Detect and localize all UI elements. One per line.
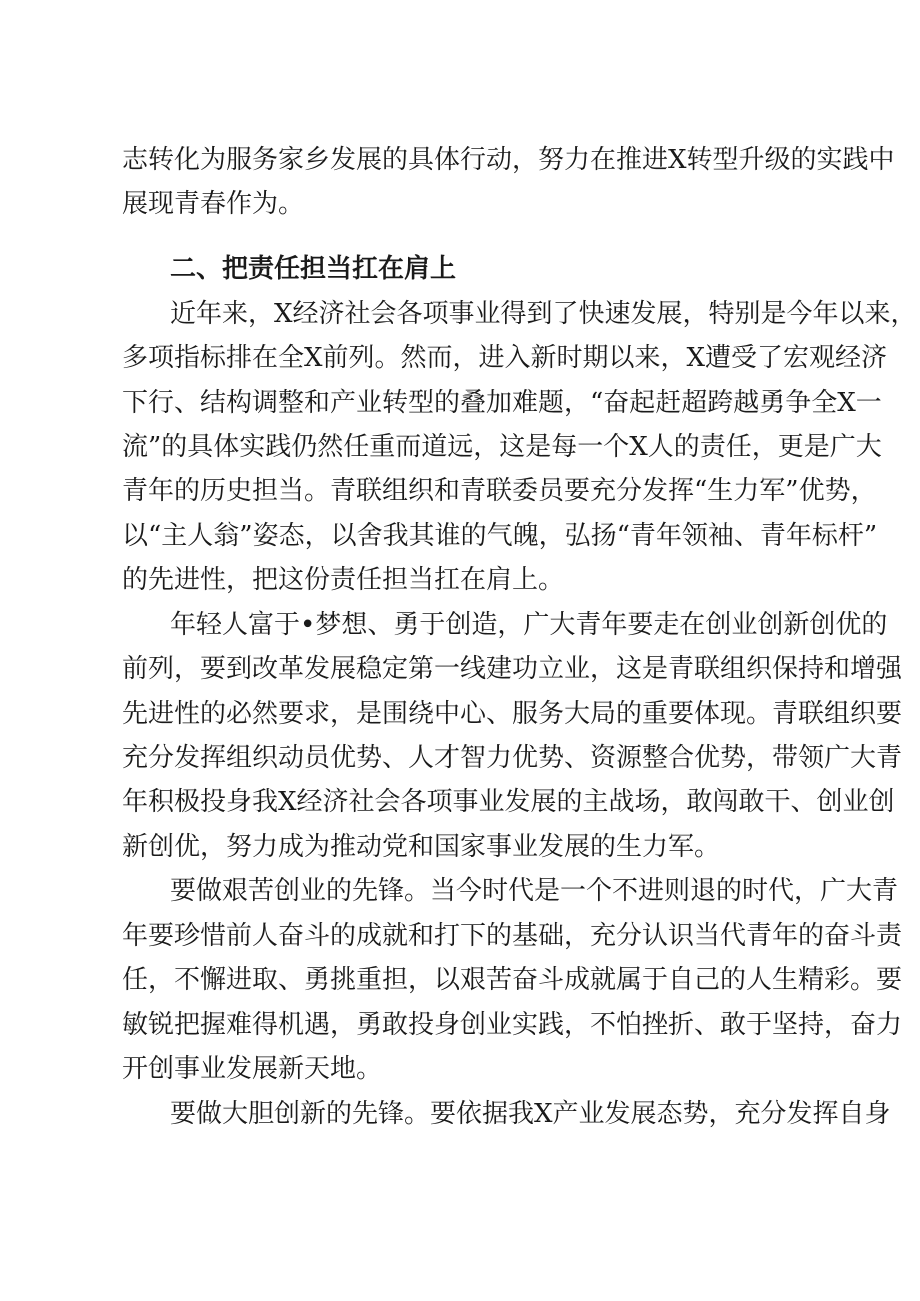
paragraph-line: 新创优，努力成为推动党和国家事业发展的生力军。 [122, 832, 721, 862]
paragraph-line: 下行、结构调整和产业转型的叠加难题，“奋起赶超跨越勇争全X一 [122, 388, 882, 418]
paragraph-line: 多项指标排在全X前列。然而，进入新时期以来，X遭受了宏观经济 [122, 343, 888, 373]
paragraph-line: 任，不懈进取、勇挑重担，以艰苦奋斗成就属于自己的人生精彩。要 [122, 965, 903, 995]
paragraph-line: 要做大胆创新的先锋。要依据我X产业发展态势，充分发挥自身 [170, 1099, 891, 1129]
paragraph-line: 志转化为服务家乡发展的具体行动，努力在推进X转型升级的实践中 [122, 145, 895, 175]
paragraph-line: 敏锐把握难得机遇，勇敢投身创业实践，不怕挫折、敢于坚持，奋力 [122, 1010, 903, 1040]
paragraph-line: 展现青春作为。 [122, 189, 305, 219]
paragraph-line: 流”的具体实践仍然任重而道远，这是每一个X人的责任，更是广大 [122, 432, 882, 462]
paragraph-line: 年积极投身我X经济社会各项事业发展的主战场，敢闯敢干、创业创 [122, 787, 895, 817]
paragraph-line: 前列，要到改革发展稳定第一线建功立业，这是青联组织保持和增强 [122, 654, 903, 684]
paragraph-line: 年轻人富于•梦想、勇于创造，广大青年要走在创业创新创优的 [170, 610, 888, 640]
paragraph-line: 充分发挥组织动员优势、人才智力优势、资源整合优势，带领广大青 [122, 743, 903, 773]
paragraph-line: 青年的历史担当。青联组织和青联委员要充分发挥“生力军”优势， [122, 476, 877, 506]
paragraph-line: 近年来，X经济社会各项事业得到了快速发展，特别是今年以来， [170, 299, 917, 329]
paragraph-line: 先进性的必然要求，是围绕中心、服务大局的重要体现。青联组织要 [122, 699, 903, 729]
paragraph-line: 以“主人翁”姿态，以舍我其谁的气魄，弘扬“青年领袖、青年标杆” [122, 521, 878, 551]
paragraph-line: 年要珍惜前人奋斗的成就和打下的基础，充分认识当代青年的奋斗责 [122, 921, 903, 951]
section-heading: 二、把责任担当扛在肩上 [170, 254, 457, 284]
paragraph-line: 开创事业发展新天地。 [122, 1054, 383, 1084]
paragraph-line: 要做艰苦创业的先锋。当今时代是一个不进则退的时代，广大青 [170, 876, 899, 906]
paragraph-line: 的先进性，把这份责任担当扛在肩上。 [122, 565, 565, 595]
